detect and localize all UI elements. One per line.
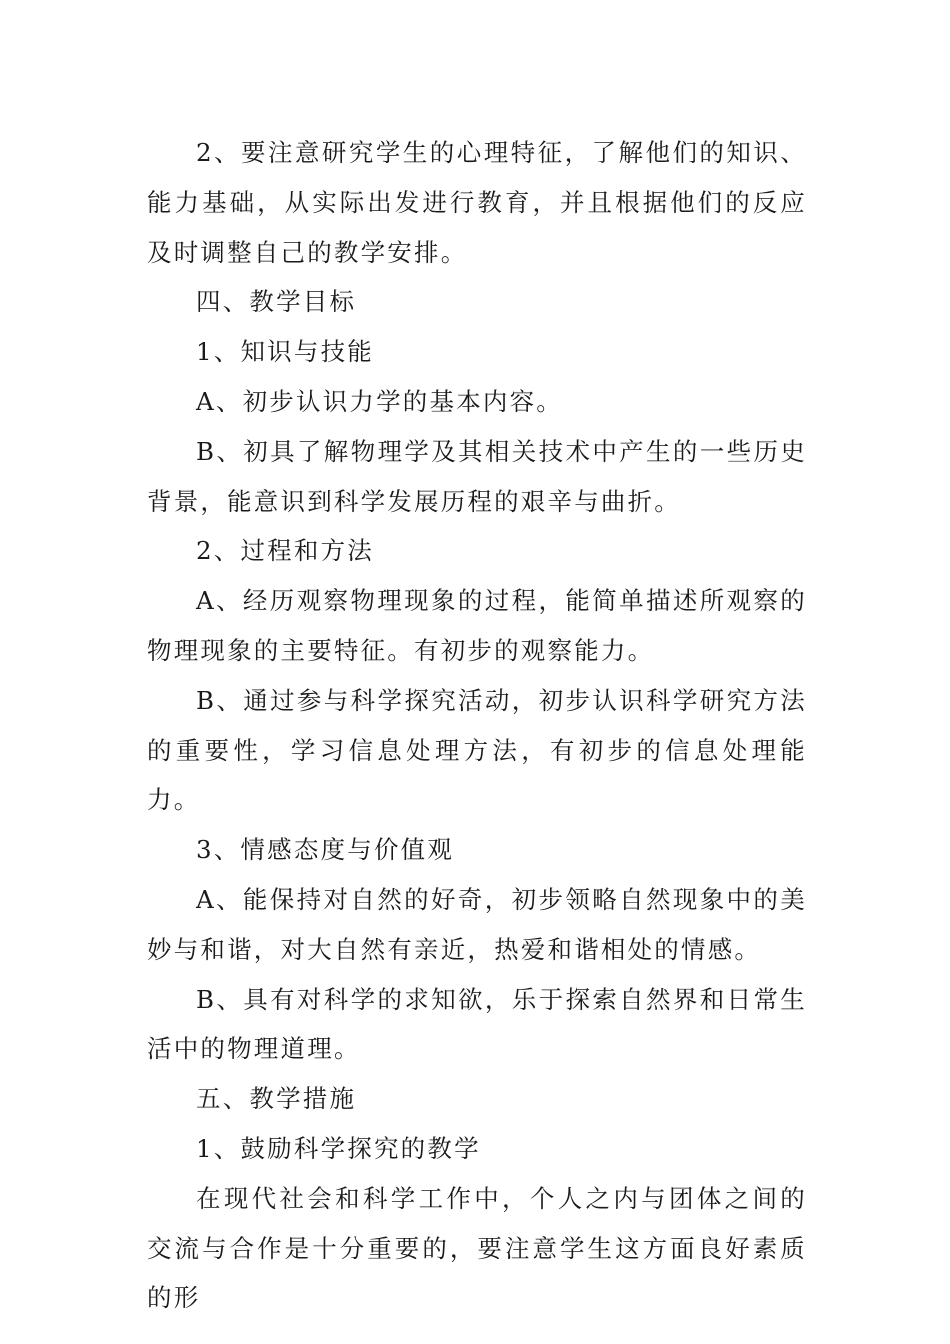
document-body [147,128,807,1323]
paragraph-goal-3a: A、能保持对自然的好奇，初步领略自然现象中的美妙与和谐，对大自然有亲近，热爱和谐相处的情感。 [147,884,807,964]
subheading-inquiry-teaching: 1、鼓励科学探究的教学 [196,1133,481,1163]
paragraph-study-students: 2、要注意研究学生的心理特征，了解他们的知识、能力基础，从实际出发进行教育，并且根据他们的反应及时调整自己的教学安排。 [147,138,807,267]
subheading-attitudes-values: 3、情感态度与价值观 [196,835,455,865]
paragraph-goal-2a: A、经历观察物理现象的过程，能简单描述所观察的物理现象的主要特征。有初步的观察能力。 [147,586,807,665]
heading-teaching-measures: 五、教学措施 [196,1084,357,1114]
paragraph-cooperation: 在现代社会和科学工作中，个人之内与团体之间的交流与合作是十分重要的，要注意学生这方面良好素质的形 [147,1183,807,1313]
subheading-process-methods: 2、过程和方法 [196,536,374,566]
paragraph-goal-1b: B、初具了解物理学及其相关技术中产生的一些历史背景，能意识到科学发展历程的艰辛与曲折。 [147,436,807,516]
heading-teaching-goals: 四、教学目标 [196,287,357,317]
paragraph-goal-1a: A、初步认识力学的基本内容。 [196,386,563,416]
paragraph-goal-2b: B、通过参与科学探究活动，初步认识科学研究方法的重要性，学习信息处理方法，有初步的信息处理能力。 [147,685,807,815]
subheading-knowledge-skills: 1、知识与技能 [196,337,374,367]
paragraph-goal-3b: B、具有对科学的求知欲，乐于探索自然界和日常生活中的物理道理。 [147,984,807,1064]
